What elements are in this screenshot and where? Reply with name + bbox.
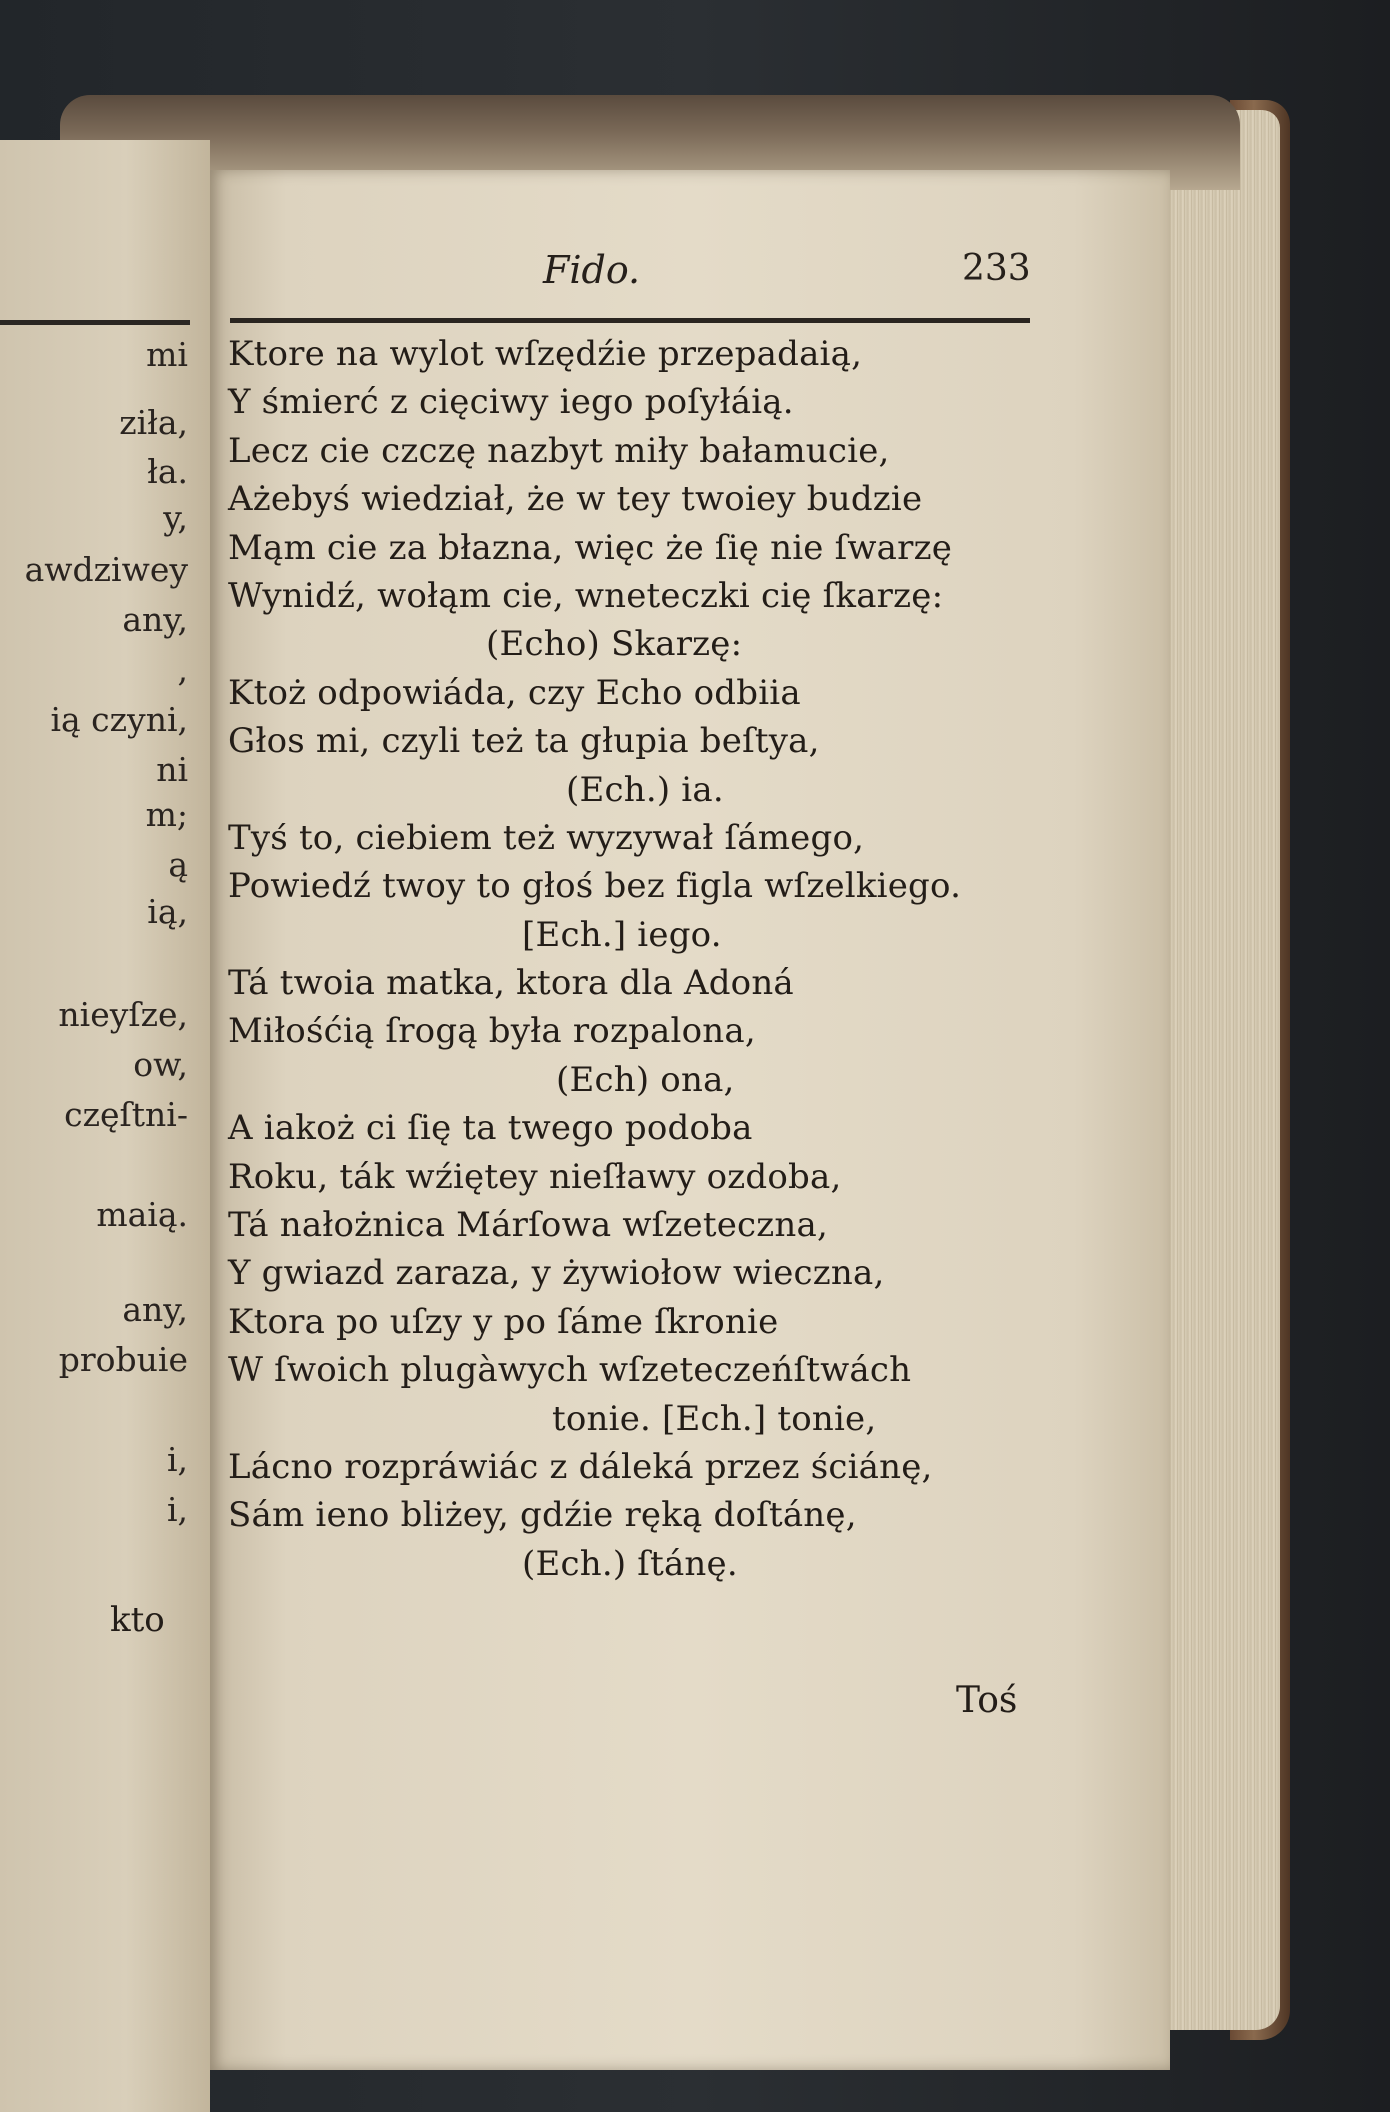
echo-response-line: (Echo) Skarzę: — [486, 624, 743, 665]
verse-line: Roku, ták wźiętey nieſławy ozdoba, — [228, 1156, 842, 1197]
verse-line: Tá twoia matka, ktora dla Adoná — [228, 963, 794, 1004]
verse-line: A iakoż ci ſię ta twego podoba — [228, 1108, 753, 1149]
left-line-fragment: ią, — [147, 892, 188, 931]
poem-text — [228, 330, 1068, 1588]
left-line-fragment: ni — [156, 750, 188, 789]
left-line-fragment: i, — [166, 1440, 188, 1479]
left-line-fragment: nieyſze, — [58, 995, 188, 1034]
verse-line: Głos mi, czyli też ta głupia beſtya, — [228, 721, 820, 762]
left-line-fragment: any, — [122, 600, 188, 639]
left-line-fragment: y, — [163, 498, 188, 537]
running-title: Fido. — [543, 248, 641, 292]
left-line-fragment: i, — [166, 1490, 188, 1529]
verse-line: W ſwoich plugàwych wſzeteczeńſtwách — [228, 1350, 912, 1391]
left-line-fragment: mi — [146, 335, 188, 374]
left-line-fragment: probuie — [58, 1340, 188, 1379]
left-header-rule — [0, 320, 190, 325]
verse-line: Sám ieno bliżey, gdźie ręką doſtánę, — [228, 1495, 857, 1536]
echo-response-line: [Ech.] iego. — [522, 914, 722, 955]
right-page — [210, 170, 1170, 2070]
echo-response-line: (Ech) ona, — [556, 1059, 735, 1100]
echo-response-line: (Ech.) ia. — [566, 769, 724, 810]
verse-line: Lácno rozpráwiác z dáleká przez ściánę, — [228, 1446, 933, 1487]
page-header — [210, 248, 1170, 298]
left-line-fragment: ą — [168, 845, 188, 884]
left-line-fragment: częſtni- — [64, 1095, 188, 1134]
verse-line: Powiedź twoy to głoś bez figla wſzelkiego. — [228, 866, 962, 907]
left-page-catchword: kto — [110, 1600, 165, 1640]
verse-line: Tá nałożnica Márſowa wſzeteczna, — [228, 1205, 828, 1246]
verse-line: Tyś to, ciebiem też wyzywał ſámego, — [228, 817, 865, 858]
echo-response-line: tonie. [Ech.] tonie, — [552, 1398, 877, 1439]
left-line-fragment: ią czyni, — [50, 700, 188, 739]
echo-response-line: (Ech.) ſtánę. — [522, 1543, 738, 1584]
verse-line: Mąm cie za błazna, więc że ſię nie ſwarzę — [228, 527, 953, 568]
verse-line: Ktore na wylot wſzędźie przepadaią, — [228, 334, 863, 374]
left-line-fragment: any, — [122, 1290, 188, 1329]
left-line-fragment: ow, — [133, 1045, 188, 1084]
verse-line: Ktora po uſzy y po ſáme ſkronie — [228, 1301, 779, 1342]
left-line-fragment: ła. — [147, 452, 188, 491]
verse-line: Miłośćią ſrogą była rozpalona, — [228, 1011, 756, 1052]
page-number: 233 — [962, 248, 1031, 289]
left-line-fragment: m; — [145, 795, 188, 834]
verse-line: Wynidź, wołąm cie, wneteczki cię ſkarzę: — [228, 575, 944, 616]
verse-line: Ażebyś wiedział, że w tey twoiey budzie — [228, 479, 923, 520]
verse-line: Y śmierć z cięciwy iego poſyłáią. — [228, 382, 794, 423]
catchword: Toś — [956, 1680, 1018, 1721]
left-line-fragment: , — [177, 650, 188, 689]
left-line-fragment: maią. — [96, 1195, 188, 1234]
header-rule — [230, 318, 1030, 323]
left-page — [0, 140, 210, 2112]
left-line-fragment: ziła, — [119, 403, 188, 442]
left-line-fragment: awdziwey — [24, 550, 188, 589]
verse-line: Ktoż odpowiáda, czy Echo odbiia — [228, 672, 801, 713]
verse-line: Lecz cie czczę nazbyt miły bałamucie, — [228, 430, 890, 471]
verse-line: Y gwiazd zaraza, y żywiołow wieczna, — [228, 1253, 885, 1294]
